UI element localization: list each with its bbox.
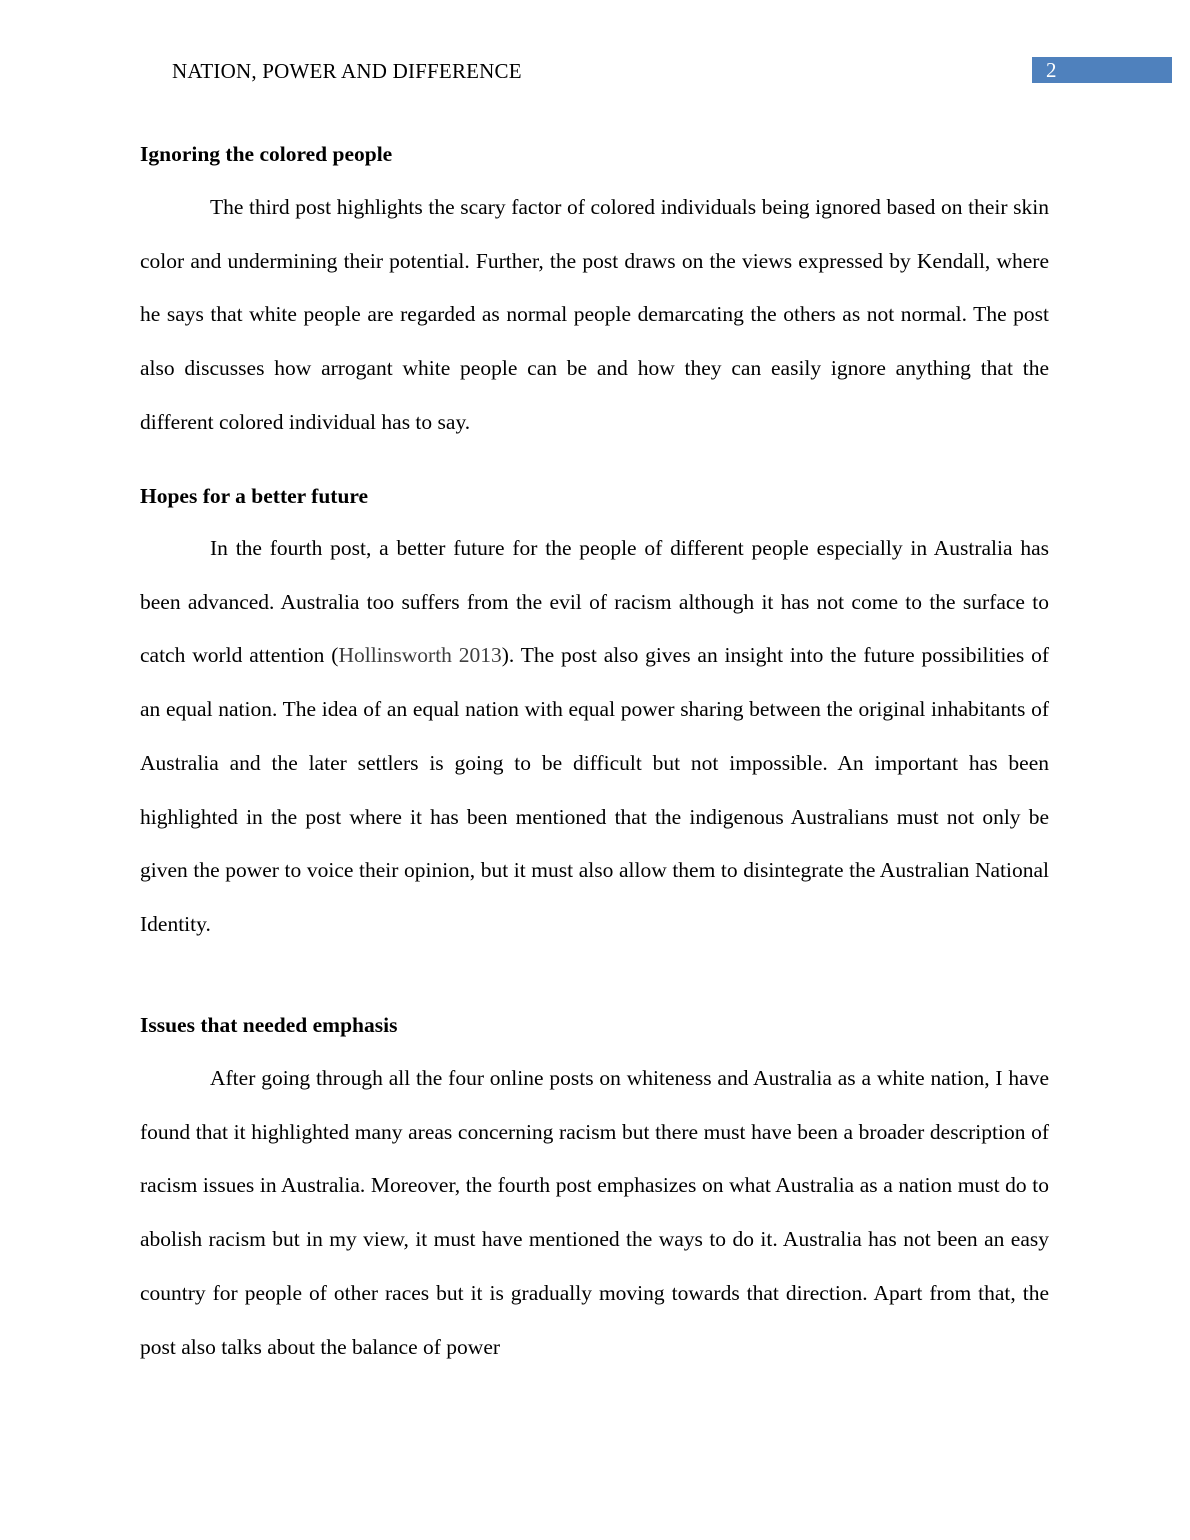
section-paragraph-ignoring: The third post highlights the scary factor of colored individuals being ignored based on their skin color and undermining their potential. Further, the post draws on the views expressed by Kendall, where he says that white people are regarded as normal people demarcating the others as not normal. The post also discusses how arrogant white people can be and how they can easily ignore anything that the different colored individual has to say. [140, 195, 1049, 434]
section-heading-hopes: Hopes for a better future [140, 484, 369, 508]
section-paragraph-issues: After going through all the four online posts on whiteness and Australia as a white nation, I have found that it highlighted many areas concerning racism but there must have been a broader description of racism issues in Australia. Moreover, the fourth post emphasizes on what Australia as a nation must do to abolish racism but in my view, it must have mentioned the ways to do it. Australia has not been an easy country for people of other races but it is gradually moving towards that direction. Apart from that, the post also talks about the balance of power [140, 1066, 1049, 1359]
running-head: NATION, POWER AND DIFFERENCE [172, 59, 522, 83]
page-number-box [1032, 57, 1172, 83]
page-number: 2 [1046, 58, 1057, 82]
paragraph-text-after-citation: ). The post also gives an insight into the future possibilities of an equal nation. The idea of an equal nation with equal power sharing between the original inhabitants of Australia and the later settlers is going to be difficult but not impossible. An important has been highlighted in the post where it has been mentioned that the indigenous Australians must not only be given the power to voice their opinion, but it must also allow them to disintegrate the Australian National Identity. [140, 643, 1049, 936]
section-paragraph-hopes [140, 522, 1049, 952]
section-heading-issues: Issues that needed emphasis [140, 1013, 398, 1037]
citation: Hollinsworth 2013 [338, 643, 502, 668]
section-heading-ignoring: Ignoring the colored people [140, 142, 393, 166]
paragraph-text-before-citation: In the fourth post, a better future for the people of different people especially in Australia has been advanced. Australia too suffers from the evil of racism although it has not come to the surface to catch world attention ( [140, 536, 1049, 668]
